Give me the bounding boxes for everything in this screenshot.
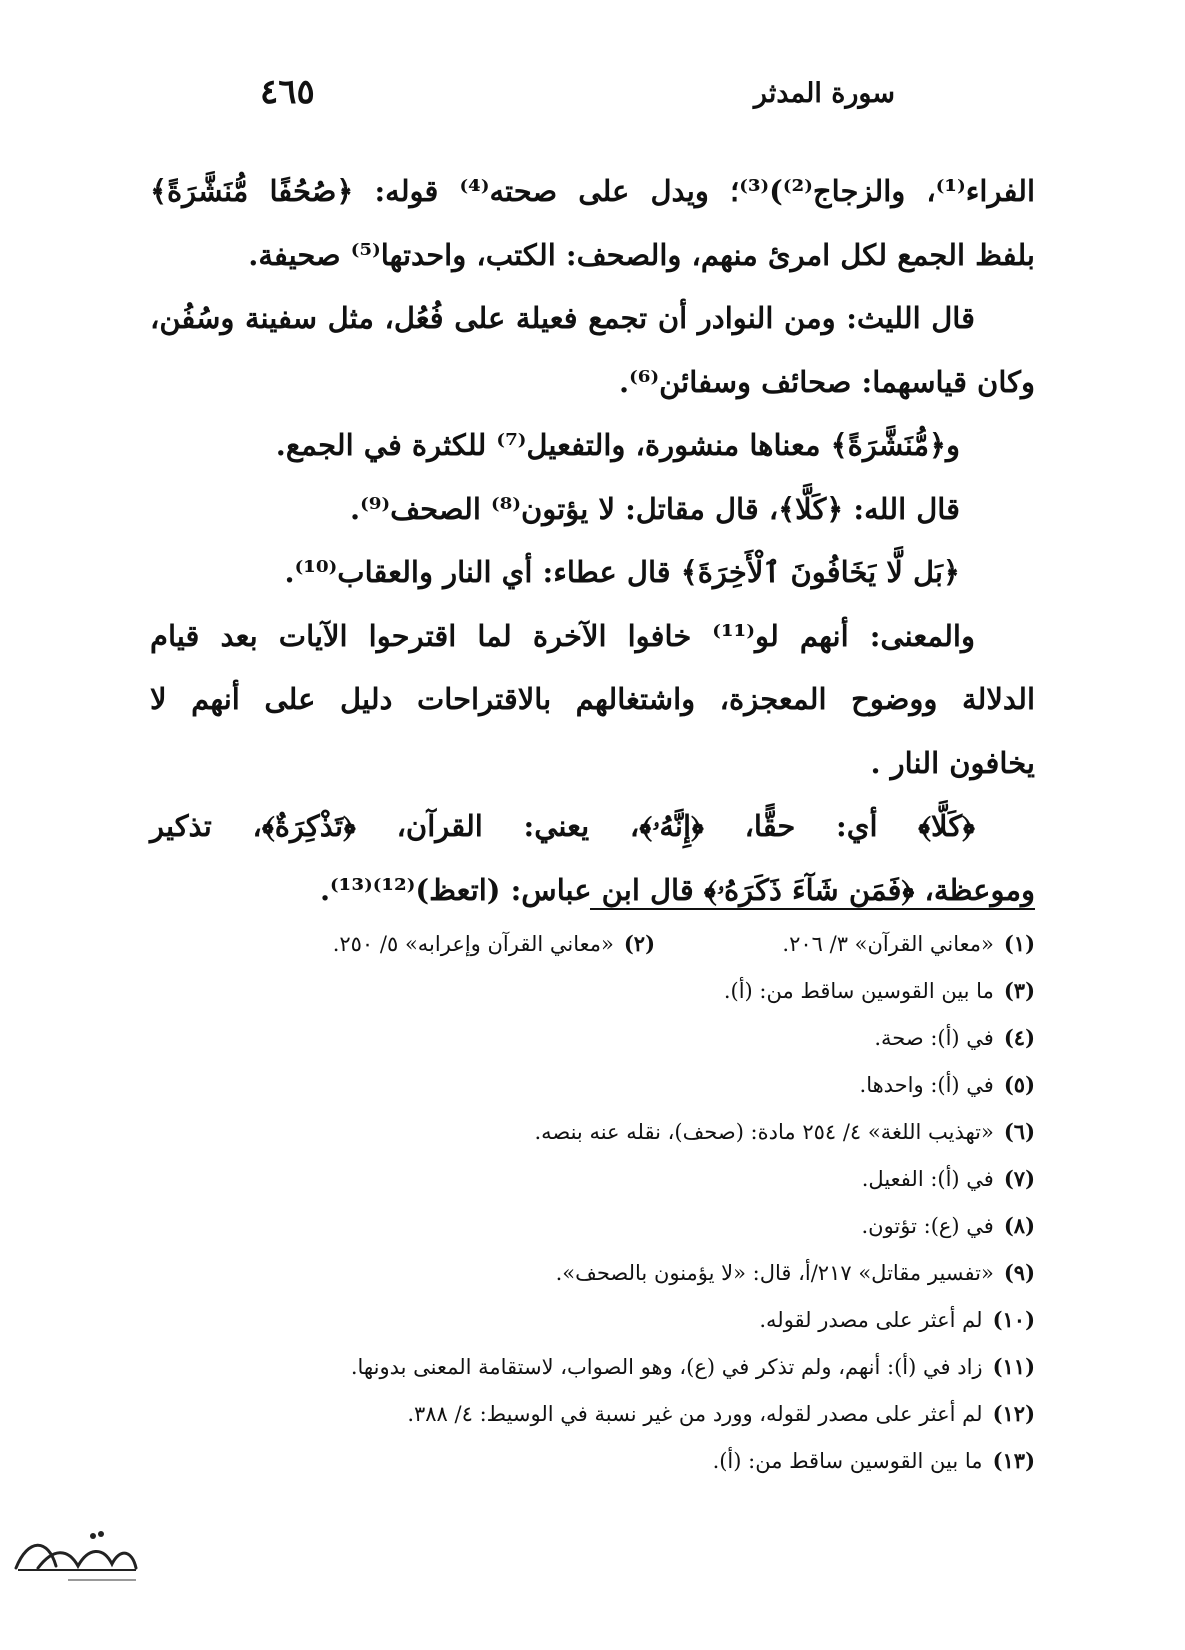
footnote-text: في (أ): صحة. — [874, 1026, 994, 1050]
footnote-text: في (ع): تؤتون. — [861, 1214, 994, 1238]
footnote-text: في (أ): الفعيل. — [861, 1167, 994, 1191]
footnote — [135, 1249, 1035, 1296]
footnote-number: (٦) — [1003, 1119, 1035, 1144]
footnote — [275, 920, 655, 967]
footnotes — [135, 920, 1035, 1484]
footnote-number: (٢) — [623, 931, 655, 956]
footnote-number: (٨) — [1003, 1213, 1035, 1238]
footnote-number: (٧) — [1003, 1166, 1035, 1191]
text-line: وموعظة، ﴿فَمَن شَآءَ ذَكَرَهُۥ﴾ قال ابن عباس: (اتعظ)⁽¹²⁾⁽¹³⁾. — [319, 872, 1035, 907]
surah-title: سورة المدثر — [753, 78, 895, 109]
footnote-number: (٤) — [1003, 1025, 1035, 1050]
footnote — [655, 920, 1035, 967]
footnote-number: (٣) — [1003, 978, 1035, 1003]
footnote-text: «تهذيب اللغة» ٤/ ٢٥٤ مادة: (صحف)، نقله عنه بنصه. — [534, 1120, 994, 1144]
footnote-number: (١٢) — [992, 1401, 1035, 1426]
footnote-number: (١١) — [992, 1354, 1035, 1379]
footnote — [135, 1390, 1035, 1437]
text-line: قال الله: ﴿كَلَّا﴾، قال مقاتل: لا يؤتون⁽⁸⁾ الصحف⁽⁹⁾. — [350, 491, 960, 526]
footnote — [135, 1437, 1035, 1484]
footnote-text: زاد في (أ): أنهم، ولم تذكر في (ع)، وهو الصواب، لاستقامة المعنى بدونها. — [350, 1355, 983, 1379]
page-header — [60, 72, 1125, 132]
main-text — [150, 160, 1035, 922]
footnote-text: في (أ): واحدها. — [859, 1073, 994, 1097]
footnote-pair — [135, 920, 1035, 967]
footnote-number: (١٣) — [992, 1448, 1035, 1473]
footnote-number: (٥) — [1003, 1072, 1035, 1097]
footnote — [135, 1108, 1035, 1155]
footnote — [135, 1296, 1035, 1343]
text-line: ﴿بَل لَّا يَخَافُونَ ٱلْأَخِرَةَ﴾ قال عطاء: أي النار والعقاب⁽¹⁰⁾. — [284, 555, 960, 589]
footnote — [135, 1155, 1035, 1202]
text-line: يخافون النار . — [870, 745, 1035, 780]
footnote — [135, 967, 1035, 1014]
footnote-text: لم أعثر على مصدر لقوله، وورد من غير نسبة في الوسيط: ٤/ ٣٨٨. — [407, 1402, 983, 1426]
footnote-separator — [590, 908, 1035, 910]
footnote — [135, 1202, 1035, 1249]
footnote — [135, 1014, 1035, 1061]
text-line: الدلالة ووضوح المعجزة، واشتغالهم بالاقتراحات دليل على أنهم لا — [150, 682, 1035, 716]
footnote-number: (١) — [1003, 931, 1035, 956]
footnote-number: (١٠) — [992, 1307, 1035, 1332]
text-line: و﴿مُّنَشَّرَةً﴾ معناها منشورة، والتفعيل⁽⁷⁾ للكثرة في الجمع. — [275, 428, 960, 462]
footnote-text: ما بين القوسين ساقط من: (أ). — [723, 979, 994, 1003]
footnote — [135, 1343, 1035, 1390]
text-line: قال الليث: ومن النوادر أن تجمع فعيلة على فُعُل، مثل سفينة وسُفُن، — [150, 301, 975, 335]
footnote — [135, 1061, 1035, 1108]
text-line: الفراء⁽¹⁾، والزجاج⁽²⁾)⁽³⁾؛ ويدل على صحته⁽⁴⁾ قوله: ﴿صُحُفًا مُّنَشَّرَةً﴾ — [150, 174, 1036, 208]
footnote-text: «تفسير مقاتل» ٢١٧/أ، قال: «لا يؤمنون بالصحف». — [555, 1261, 994, 1285]
footnote-text: ما بين القوسين ساقط من: (أ). — [712, 1449, 983, 1473]
text-line: ﴿كَلَّا﴾ أي: حقًّا، ﴿إِنَّهُۥ﴾، يعني: القرآن، ﴿تَذْكِرَةٌ﴾، تذكير — [150, 809, 975, 843]
watermark-logo — [8, 1518, 143, 1590]
text-line: وكان قياسهما: صحائف وسفائن⁽⁶⁾. — [619, 364, 1035, 399]
text-line: والمعنى: أنهم لو⁽¹¹⁾ خافوا الآخرة لما اقترحوا الآيات بعد قيام — [150, 618, 975, 653]
footnote-text: لم أعثر على مصدر لقوله. — [759, 1308, 983, 1332]
page-number: ٤٦٥ — [260, 72, 315, 112]
footnote-number: (٩) — [1003, 1260, 1035, 1285]
footnote-text: «معاني القرآن وإعرابه» ٥/ ٢٥٠. — [332, 932, 614, 956]
text-line: بلفظ الجمع لكل امرئ منهم، والصحف: الكتب، واحدتها⁽⁵⁾ صحيفة. — [248, 237, 1035, 272]
footnote-text: «معاني القرآن» ٣/ ٢٠٦. — [782, 932, 994, 956]
